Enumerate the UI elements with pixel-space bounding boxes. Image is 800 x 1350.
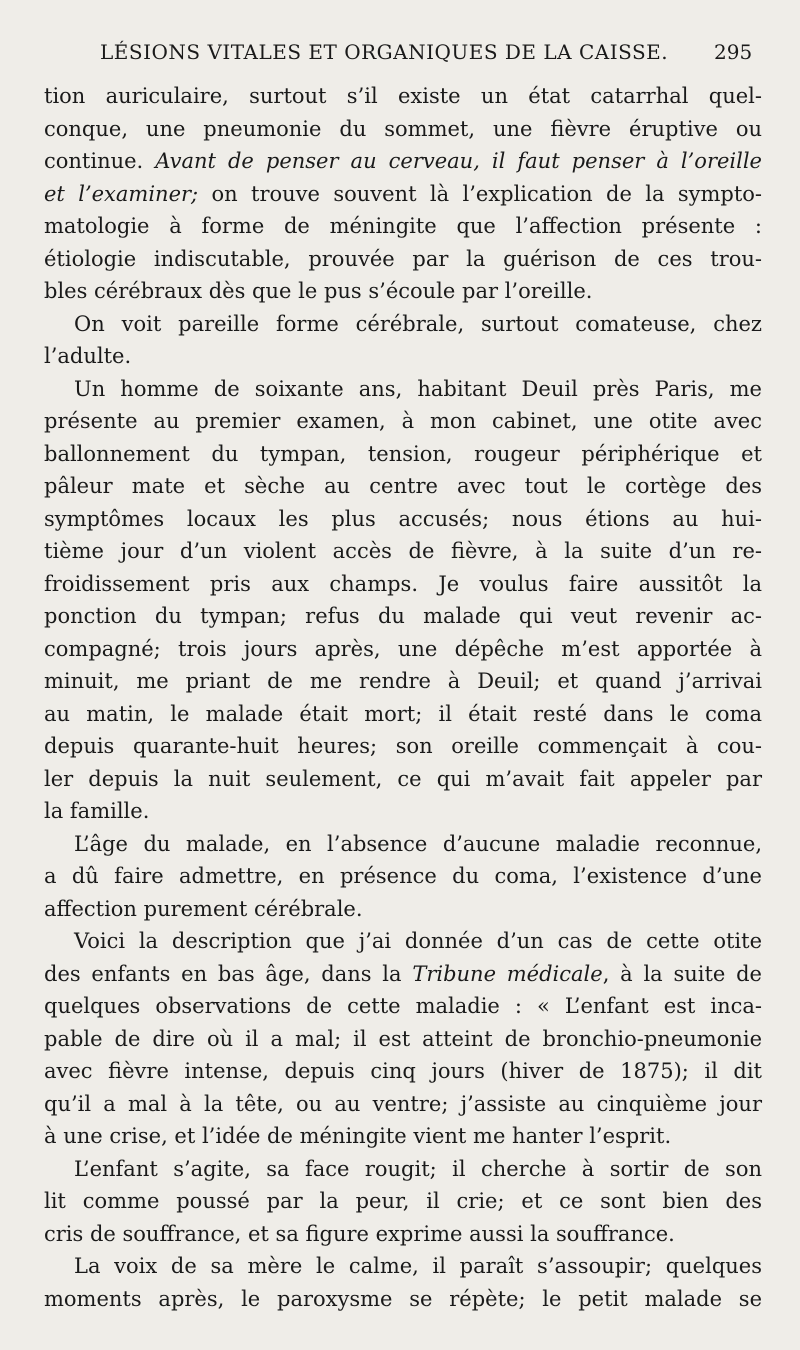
text-line	[44, 1250, 762, 1283]
line-text: affection purement cérébrale.	[44, 896, 363, 921]
line-text: quelques observations de cette maladie : « L’enfant est inca-	[44, 994, 762, 1018]
text-line	[44, 1055, 762, 1088]
line-text: étiologie indiscutable, prouvée par la guérison de ces trou-	[44, 246, 762, 271]
line-text: on trouve souvent là l’explication de la sympto-	[198, 181, 763, 206]
line-text: présente au premier examen, à mon cabinet, une otite avec	[44, 409, 762, 433]
line-text: depuis quarante-huit heures; son oreille commençait à cou-	[44, 734, 762, 758]
line-text: L’âge du malade, en l’absence d’aucune maladie reconnue,	[74, 831, 762, 856]
line-text: à une crise, et l’idée de méningite vient me hanter l’esprit.	[44, 1124, 672, 1148]
line-text: des enfants en bas âge, dans la	[44, 961, 413, 986]
text-line	[44, 893, 762, 926]
text-line	[44, 113, 762, 146]
text-line	[44, 763, 762, 796]
line-text: Voici la description que j’ai donnée d’un cas de cette otite	[74, 929, 762, 953]
line-text: pâleur mate et sèche au centre avec tout le cortège des	[44, 474, 762, 498]
line-text: lit comme poussé par la peur, il crie; et ce sont bien des	[44, 1189, 762, 1213]
line-text: la famille.	[44, 799, 150, 823]
text-line	[44, 535, 762, 568]
line-text: qu’il a mal à la tête, ou au ventre; j’assiste au cinquième jour	[44, 1091, 762, 1116]
line-text: avec fièvre intense, depuis cinq jours (hiver de 1875); il dit	[44, 1059, 762, 1083]
line-text: conque, une pneumonie du sommet, une fièvre éruptive ou	[44, 116, 762, 141]
text-line	[44, 1185, 762, 1218]
line-text: matologie à forme de méningite que l’affection présente :	[44, 214, 762, 238]
text-line	[44, 210, 762, 243]
italic-text: et l’examiner;	[44, 181, 199, 206]
text-line	[44, 1120, 762, 1153]
text-line	[44, 1153, 762, 1186]
line-text: tième jour d’un violent accès de fièvre, à la suite d’un re-	[44, 539, 762, 563]
line-text: ler depuis la nuit seulement, ce qui m’avait fait appeler par	[44, 766, 762, 791]
text-line	[44, 795, 762, 828]
text-line	[44, 145, 762, 178]
line-text: continue.	[44, 149, 156, 173]
text-line	[44, 1218, 762, 1251]
text-line	[44, 990, 762, 1023]
line-text: L’enfant s’agite, sa face rougit; il cherche à sortir de son	[74, 1156, 762, 1181]
text-line	[44, 633, 762, 666]
line-text: au matin, le malade était mort; il était resté dans le coma	[44, 701, 762, 726]
text-line	[44, 308, 762, 341]
text-line	[44, 1088, 762, 1121]
text-line	[44, 178, 762, 211]
line-text: , à la suite de	[602, 961, 762, 986]
text-line	[44, 1283, 762, 1316]
line-text: cris de souffrance, et sa figure exprime aussi la souffrance.	[44, 1221, 675, 1246]
text-line	[44, 275, 762, 308]
line-text: ballonnement du tympan, tension, rougeur périphérique et	[44, 441, 762, 466]
line-text: bles cérébraux dès que le pus s’écoule par l’oreille.	[44, 279, 593, 303]
line-text: compagné; trois jours après, une dépêche m’est apportée à	[44, 636, 762, 661]
page-number: 295	[714, 40, 753, 64]
text-line	[44, 470, 762, 503]
text-line	[44, 438, 762, 471]
text-line	[44, 958, 762, 991]
text-line	[44, 860, 762, 893]
line-text: a dû faire admettre, en présence du coma, l’existence d’une	[44, 864, 762, 888]
line-text: l’adulte.	[44, 344, 132, 368]
text-line	[44, 373, 762, 406]
text-line	[44, 730, 762, 763]
text-line	[44, 698, 762, 731]
line-text: tion auriculaire, surtout s’il existe un état catarrhal quel-	[44, 84, 762, 108]
running-header	[100, 40, 780, 70]
line-text: Un homme de soixante ans, habitant Deuil près Paris, me	[74, 376, 762, 401]
text-line	[44, 80, 762, 113]
line-text: pable de dire où il a mal; il est atteint de bronchio-pneumonie	[44, 1026, 762, 1051]
line-text: ponction du tympan; refus du malade qui veut revenir ac-	[44, 604, 762, 628]
line-text: minuit, me priant de me rendre à Deuil; et quand j’arrivai	[44, 669, 762, 693]
line-text: moments après, le paroxysme se répète; le petit malade se	[44, 1286, 762, 1311]
text-line	[44, 665, 762, 698]
body-text	[44, 80, 762, 1315]
text-line	[44, 568, 762, 601]
text-line	[44, 828, 762, 861]
italic-text: Avant de penser au cerveau, il faut penser à l’oreille	[155, 149, 762, 173]
line-text: La voix de sa mère le calme, il paraît s’assoupir; quelques	[74, 1254, 762, 1278]
text-line	[44, 405, 762, 438]
text-line	[44, 1023, 762, 1056]
text-line	[44, 340, 762, 373]
text-line	[44, 925, 762, 958]
line-text: symptômes locaux les plus accusés; nous étions au hui-	[44, 506, 762, 531]
text-line	[44, 600, 762, 633]
text-line	[44, 243, 762, 276]
italic-text: Tribune médicale	[412, 961, 603, 986]
text-line	[44, 503, 762, 536]
running-head-title: LÉSIONS VITALES ET ORGANIQUES DE LA CAISSE.	[100, 40, 669, 64]
line-text: froidissement pris aux champs. Je voulus faire aussitôt la	[44, 571, 762, 596]
line-text: On voit pareille forme cérébrale, surtout comateuse, chez	[74, 311, 762, 336]
